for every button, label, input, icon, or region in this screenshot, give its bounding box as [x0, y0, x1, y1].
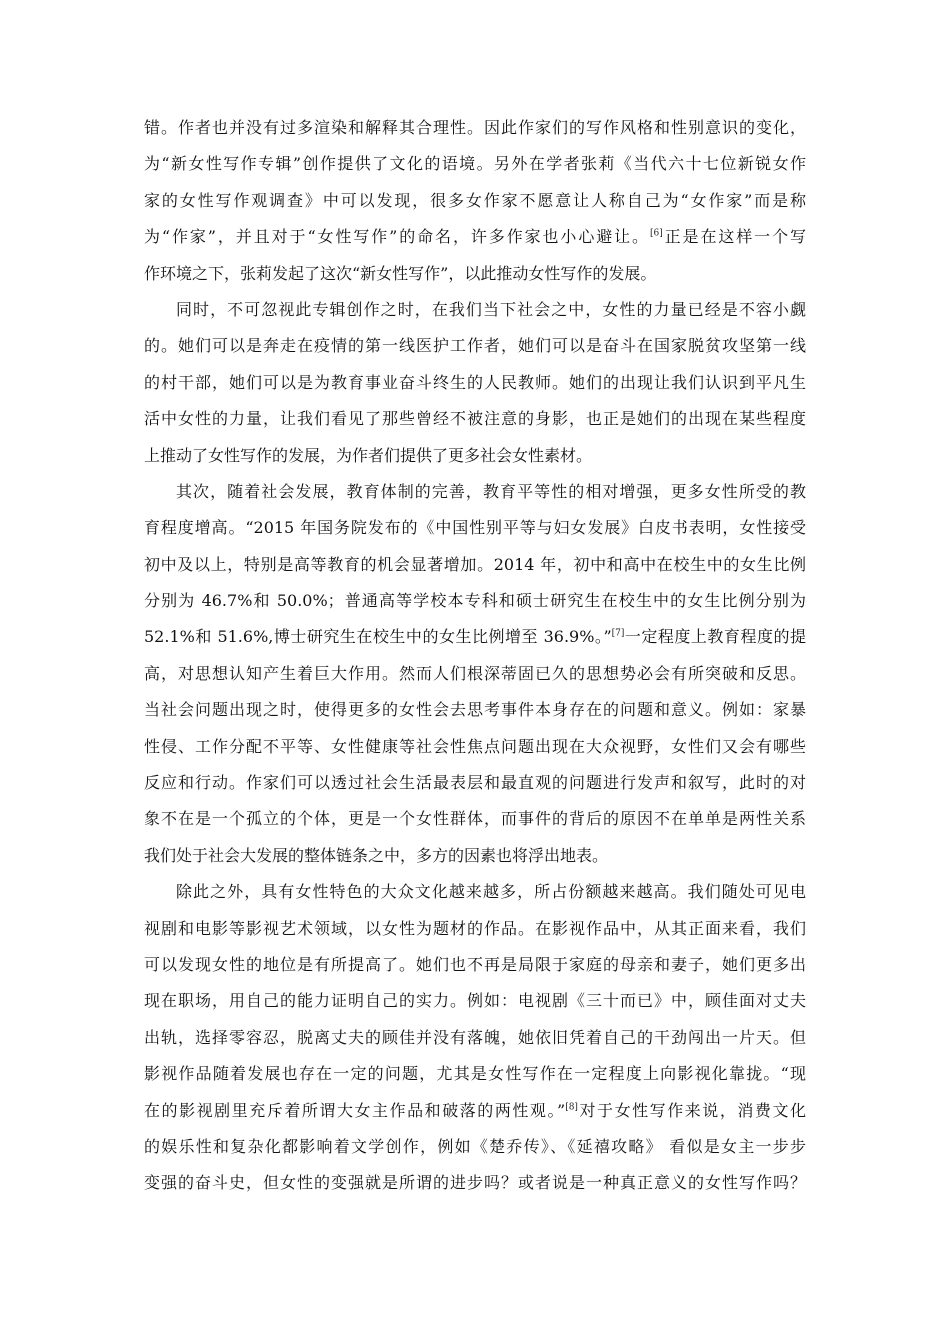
paragraph-3	[144, 474, 806, 874]
text-line: 影视作品随着发展也存在一定的问题，尤其是女性写作在一定程度上向影视化靠拢。“现	[144, 1064, 806, 1084]
text-line: 同时，不可忽视此专辑创作之时，在我们当下社会之中，女性的力量已经是不容小觑	[176, 299, 806, 319]
text-line: 性侵、工作分配不平等、女性健康等社会性焦点问题出现在大众视野，女性们又会有哪些	[144, 736, 806, 756]
citation-ref: [7]	[611, 629, 625, 640]
text-line: 的。她们可以是奔走在疫情的第一线医护工作者，她们可以是奋斗在国家脱贫攻坚第一线	[144, 336, 806, 356]
text-line: 视剧和电影等影视艺术领域，以女性为题材的作品。在影视作品中，从其正面来看，我们	[144, 918, 806, 938]
text-line: 象不在是一个孤立的个体，更是一个女性群体，而事件的背后的原因不在单单是两性关系	[144, 809, 806, 829]
text-line: 为“作家”，并且对于“女性写作”的命名，许多作家也小心避让。[6]正是在这样一个写	[144, 227, 806, 247]
text-line: 高，对思想认知产生着巨大作用。然而人们根深蒂固已久的思想势必会有所突破和反思。	[144, 663, 806, 683]
text-line: 52.1%和 51.6%,博士研究生在校生中的女生比例增至 36.9%。”[7]一定程度上教育程度的提	[144, 627, 806, 647]
text-line: 分别为 46.7%和 50.0%；普通高等学校本专科和硕士研究生在校生中的女生比例分别为	[144, 591, 806, 611]
text-line: 可以发现女性的地位是有所提高了。她们也不再是局限于家庭的母亲和妻子，她们更多出	[144, 954, 806, 974]
text-line: 的村干部，她们可以是为教育事业奋斗终生的人民教师。她们的出现让我们认识到平凡生	[144, 372, 806, 392]
text-line: 的娱乐性和复杂化都影响着文学创作，例如《楚乔传》、《延禧攻略》 看似是女主一步步	[144, 1136, 806, 1156]
text-line: 除此之外，具有女性特色的大众文化越来越多，所占份额越来越高。我们随处可见电	[176, 882, 806, 902]
text-line: 错。作者也并没有过多渲染和解释其合理性。因此作家们的写作风格和性别意识的变化，	[144, 118, 806, 137]
text-line: 活中女性的力量，让我们看见了那些曾经不被注意的身影，也正是她们的出现在某些程度	[144, 409, 806, 429]
text-line: 反应和行动。作家们可以透过社会生活最表层和最直观的问题进行发声和叙写，此时的对	[144, 773, 806, 793]
citation-ref: [6]	[649, 228, 663, 239]
text-line: 我们处于社会大发展的整体链条之中，多方的因素也将浮出地表。	[144, 845, 609, 865]
text-line: 变强的奋斗史，但女性的变强就是所谓的进步吗？或者说是一种真正意义的女性写作吗？	[144, 1173, 806, 1193]
text-line: 为“新女性写作专辑”创作提供了文化的语境。另外在学者张莉《当代六十七位新锐女作	[144, 154, 806, 174]
paragraph-2	[144, 292, 806, 474]
paragraph-4	[144, 874, 806, 1202]
citation-ref: [8]	[565, 1102, 578, 1113]
text-line: 家的女性写作观调查》中可以发现，很多女作家不愿意让人称自己为“女作家”而是称	[144, 190, 806, 210]
text-line: 育程度增高。“2015 年国务院发布的《中国性别平等与妇女发展》白皮书表明，女性接受	[144, 518, 806, 538]
text-line: 作环境之下，张莉发起了这次“新女性写作”，以此推动女性写作的发展。	[144, 263, 657, 283]
document-page	[144, 110, 806, 1202]
text-line: 现在职场，用自己的能力证明自己的实力。例如：电视剧《三十而已》中，顾佳面对丈夫	[144, 991, 806, 1011]
text-line: 上推动了女性写作的发展，为作者们提供了更多社会女性素材。	[144, 445, 593, 465]
text-line: 其次，随着社会发展，教育体制的完善，教育平等性的相对增强，更多女性所受的教	[176, 481, 806, 501]
text-line: 出轨，选择零容忍，脱离丈夫的顾佳并没有落魄，她依旧凭着自己的干劲闯出一片天。但	[144, 1027, 806, 1047]
text-line: 当社会问题出现之时，使得更多的女性会去思考事件本身存在的问题和意义。例如：家暴	[144, 700, 806, 720]
paragraph-1	[144, 110, 806, 292]
text-line: 初中及以上，特别是高等教育的机会显著增加。2014 年，初中和高中在校生中的女生比例	[144, 554, 806, 574]
text-line: 在的影视剧里充斥着所谓大女主作品和破落的两性观。”[8]对于女性写作来说，消费文化	[144, 1100, 806, 1120]
